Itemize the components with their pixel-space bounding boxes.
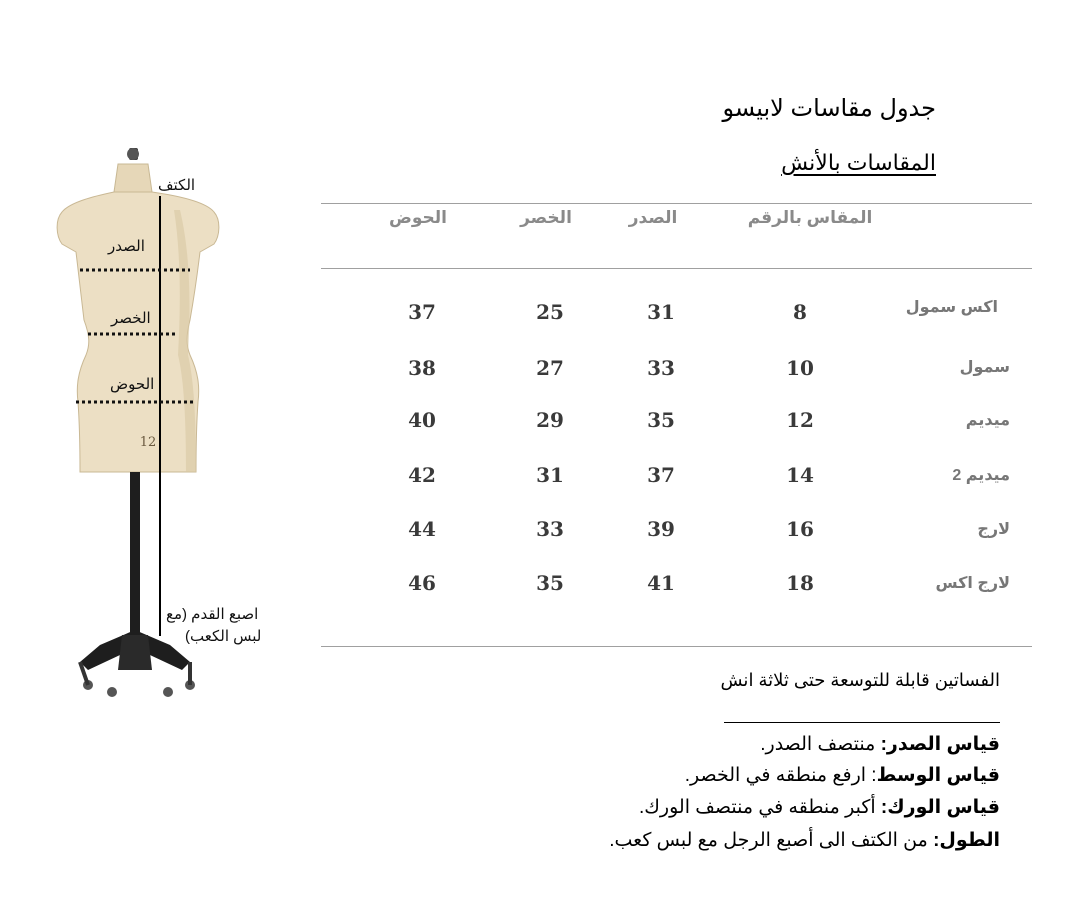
cell-waist: 31 [536,463,564,487]
definition-hip [639,796,1000,819]
mannequin-label-hip: الحوض [110,376,155,393]
definition-term: قياس الوسط [876,765,1000,786]
row-label: ميديم [965,412,1010,429]
cell-chest: 41 [647,571,675,595]
row-label: لارج [977,521,1010,538]
mannequin-label-chest: الصدر [108,238,145,255]
cell-hip: 38 [408,356,436,380]
cell-waist: 25 [536,300,564,324]
definition-length [609,829,1000,852]
cell-size: 16 [786,517,814,541]
definition-term: الطول: [933,830,1000,851]
header-hip: الحوض [389,208,447,227]
cell-waist: 27 [536,356,564,380]
cell-chest: 31 [647,300,675,324]
row-label: سمول [959,359,1010,376]
expansion-note: الفساتين قابلة للتوسعة حتى ثلاثة انش [720,670,1000,690]
cell-hip: 42 [408,463,436,487]
cell-chest: 35 [647,408,675,432]
cell-waist: 29 [536,408,564,432]
cell-chest: 39 [647,517,675,541]
definition-chest [760,733,1000,756]
definition-waist [685,764,1000,787]
cell-size: 8 [793,300,807,324]
header-waist: الخصر [520,208,572,227]
mannequin-label-shoulder: الكتف [158,177,196,194]
cell-waist: 33 [536,517,564,541]
cell-size: 18 [786,571,814,595]
mannequin-label-toe-line1: اصبع القدم (مع [166,606,259,623]
page-subtitle: المقاسات بالأنش [781,150,936,175]
row-label: لارج اكس [935,575,1010,592]
definition-term: قياس الصدر: [880,734,1000,755]
table-bottom-rule [321,646,1032,647]
cell-hip: 46 [408,571,436,595]
header-size-number: المقاس بالرقم [747,208,873,227]
table-header-rule [321,268,1032,269]
row-label: ميديم 2 [952,467,1010,484]
definition-text: من الكتف الى أصبع الرجل مع لبس كعب. [609,830,934,851]
mannequin-illustration [40,140,240,710]
table-top-rule [321,203,1032,204]
row-label: اكس سمول [905,299,998,316]
definition-text: منتصف الصدر. [760,734,881,755]
definition-text: أكبر منطقه في منتصف الورك. [638,797,881,818]
cell-hip: 40 [408,408,436,432]
cell-size: 12 [786,408,814,432]
page-title: جدول مقاسات لابيسو [722,95,936,122]
cell-size: 10 [786,356,814,380]
cell-chest: 33 [647,356,675,380]
cell-hip: 44 [408,517,436,541]
mannequin-size-tag: 12 [139,435,157,450]
definition-text: : ارفع منطقه في الخصر. [684,765,877,786]
cell-chest: 37 [647,463,675,487]
note-divider [724,722,1000,723]
definition-term: قياس الورك: [880,797,1000,818]
header-chest: الصدر [628,208,678,227]
mannequin-label-waist: الخصر [111,310,151,327]
mannequin-label-toe-line2: لبس الكعب) [185,628,262,645]
cell-hip: 37 [408,300,436,324]
cell-waist: 35 [536,571,564,595]
cell-size: 14 [786,463,814,487]
